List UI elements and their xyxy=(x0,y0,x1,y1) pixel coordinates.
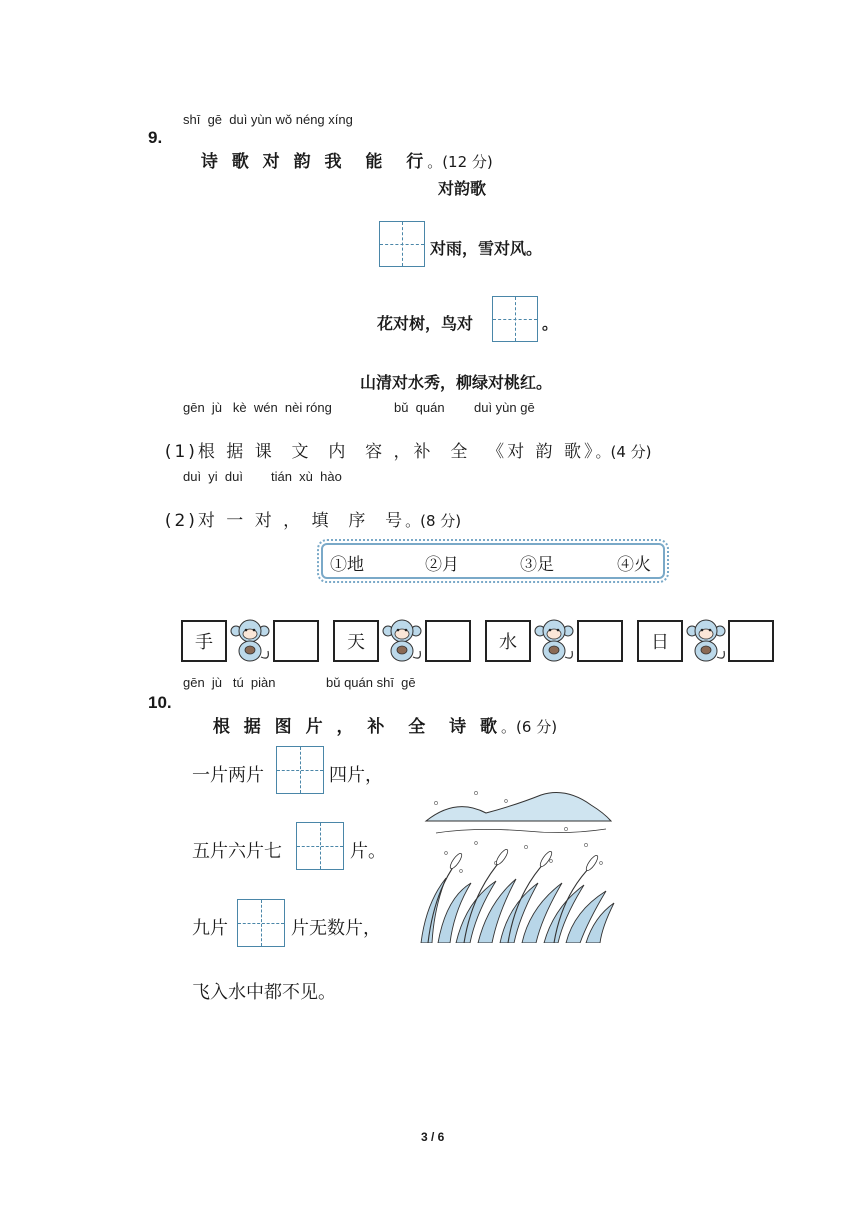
sub1-question xyxy=(148,417,652,462)
q10-number: 10. xyxy=(148,693,172,712)
poem-line-3: 山清对水秀，柳绿对桃红。 xyxy=(360,373,553,392)
snow-reeds-illustration xyxy=(416,783,616,943)
q10-line-2-before: 五片六片七 xyxy=(192,841,282,862)
poem-line-2-before: 花对树，鸟对 xyxy=(377,314,474,333)
sub1-pinyin-c: duì yùn gē xyxy=(474,400,535,415)
sub1-pinyin-b: bǔ quán xyxy=(394,400,445,415)
page-number: 3 / 6 xyxy=(421,1130,445,1144)
q9-number: 9. xyxy=(148,128,163,147)
option-1: ①地 xyxy=(330,555,364,575)
q10-score: 。(6 分) xyxy=(501,718,558,736)
option-3: ③足 xyxy=(520,555,554,575)
pair-2-answer[interactable] xyxy=(425,620,471,662)
sub2-question xyxy=(148,486,461,531)
poem-title: 对韵歌 xyxy=(438,179,487,198)
monkey-icon xyxy=(532,617,576,663)
sub2-score: 。(8 分) xyxy=(405,512,462,530)
q10-title xyxy=(193,692,557,737)
q10-line-4: 飞入水中都不见。 xyxy=(192,982,336,1003)
q10-line-1-after: 四片， xyxy=(329,765,383,786)
options-frame xyxy=(321,543,665,579)
q9-score: 。(12 分) xyxy=(427,153,493,171)
pair-1-answer[interactable] xyxy=(273,620,319,662)
q10-line-2-after: 片。 xyxy=(350,841,386,862)
pair-3-word: 水 xyxy=(485,620,531,662)
q10-answer-box-2[interactable] xyxy=(296,822,344,870)
q10-line-3-before: 九片 xyxy=(192,918,228,939)
sub1-score: 。(4 分) xyxy=(595,443,652,461)
option-4: ④火 xyxy=(617,555,651,575)
poem-line-1: 对雨，雪对风。 xyxy=(430,239,543,258)
pair-4-answer[interactable] xyxy=(728,620,774,662)
sub1-pinyin-a: gēn jù kè wén nèi róng xyxy=(183,400,332,415)
sub1-text: 根 据 课 文 内 容 ，补 全 《对 韵 歌》 xyxy=(197,442,596,462)
q10-title-text: 根 据 图 片 ， 补 全 诗 歌 xyxy=(212,717,502,737)
sub2-text: 对 一 对 ， 填 序 号 xyxy=(197,511,406,531)
q9-title-text: 诗 歌 对 韵 我 能 行 xyxy=(200,152,428,172)
sub1-label: (1) xyxy=(164,442,198,462)
poem-line-2-after: 。 xyxy=(542,314,559,333)
answer-box-1[interactable] xyxy=(379,221,425,267)
pair-2-word: 天 xyxy=(333,620,379,662)
q10-pinyin-b: bǔ quán shī gē xyxy=(326,675,416,690)
q10-line-3-after: 片无数片， xyxy=(291,918,381,939)
q9-pinyin: shī gē duì yùn wǒ néng xíng xyxy=(183,112,353,127)
pair-4-word: 日 xyxy=(637,620,683,662)
monkey-icon xyxy=(684,617,728,663)
pair-1-word: 手 xyxy=(181,620,227,662)
q10-answer-box-3[interactable] xyxy=(237,899,285,947)
q10-pinyin-a: gēn jù tú piàn xyxy=(183,675,276,690)
sub2-label: (2) xyxy=(164,511,198,531)
q10-line-1-before: 一片两片 xyxy=(192,765,264,786)
answer-box-2[interactable] xyxy=(492,296,538,342)
sub2-pinyin-b: tián xù hào xyxy=(271,469,342,484)
monkey-icon xyxy=(380,617,424,663)
q10-answer-box-1[interactable] xyxy=(276,746,324,794)
monkey-icon xyxy=(228,617,272,663)
q9-title xyxy=(181,127,493,172)
pair-3-answer[interactable] xyxy=(577,620,623,662)
option-2: ②月 xyxy=(425,555,459,575)
sub2-pinyin-a: duì yi duì xyxy=(183,469,243,484)
